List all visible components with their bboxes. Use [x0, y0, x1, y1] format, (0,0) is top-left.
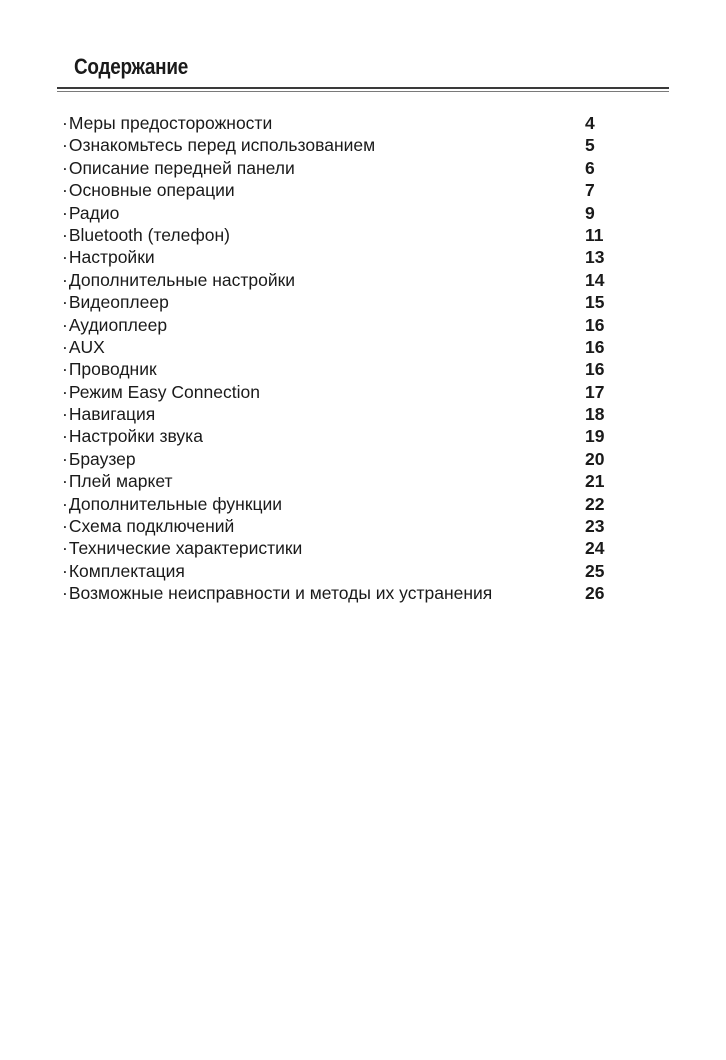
title-divider — [57, 87, 669, 89]
toc-item[interactable] — [62, 381, 622, 403]
toc-item[interactable] — [62, 403, 622, 425]
toc-item-title: · Видеоплеер — [62, 291, 169, 313]
toc-item[interactable] — [62, 246, 622, 268]
toc-item-page: 19 — [585, 426, 605, 447]
toc-item[interactable] — [62, 493, 622, 515]
toc-item[interactable] — [62, 448, 622, 470]
toc-item-page: 13 — [585, 247, 605, 268]
toc-item-page: 20 — [585, 448, 605, 469]
toc-item-page: 11 — [585, 224, 604, 245]
toc-item-title: · AUX — [62, 336, 105, 358]
toc-item-title: · Браузер — [62, 448, 136, 470]
toc-item-page: 16 — [585, 314, 605, 335]
toc-item[interactable] — [62, 202, 622, 224]
toc-item-title: · Меры предосторожности — [62, 112, 272, 134]
toc-item-page: 16 — [585, 336, 605, 357]
toc-item-page: 22 — [585, 493, 605, 514]
toc-item[interactable] — [62, 291, 622, 313]
toc-item-page: 16 — [585, 359, 605, 380]
toc-item-page: 23 — [585, 516, 605, 537]
toc-item-title: · Схема подключений — [62, 515, 234, 537]
toc-item-page: 25 — [585, 560, 605, 581]
toc-item-title: · Ознакомьтесь перед использованием — [62, 134, 375, 156]
toc-item[interactable] — [62, 224, 622, 246]
toc-item-title: · Настройки — [62, 246, 155, 268]
toc-item-page: 26 — [585, 583, 605, 604]
table-of-contents — [62, 112, 622, 605]
toc-item[interactable] — [62, 269, 622, 291]
page-title: Содержание — [74, 54, 188, 79]
toc-item-page: 24 — [585, 538, 605, 559]
toc-item-page: 7 — [585, 180, 595, 201]
toc-item-title: · Настройки звука — [62, 425, 203, 447]
toc-item[interactable] — [62, 358, 622, 380]
toc-item-page: 9 — [585, 202, 595, 223]
toc-item[interactable] — [62, 179, 622, 201]
toc-item-title: · Основные операции — [62, 179, 235, 201]
toc-item-page: 6 — [585, 157, 595, 178]
toc-item[interactable] — [62, 157, 622, 179]
toc-item-page: 17 — [585, 381, 605, 402]
toc-item[interactable] — [62, 425, 622, 447]
toc-item-page: 21 — [585, 471, 605, 492]
toc-item-title: · Возможные неисправности и методы их устранения — [62, 582, 492, 604]
toc-item-title: · Bluetooth (телефон) — [62, 224, 230, 246]
toc-item-page: 18 — [585, 404, 605, 425]
title-divider-thin — [57, 91, 669, 92]
toc-item[interactable] — [62, 336, 622, 358]
toc-item-title: · Описание передней панели — [62, 157, 295, 179]
toc-item[interactable] — [62, 470, 622, 492]
toc-item-title: · Проводник — [62, 358, 157, 380]
toc-item-page: 4 — [585, 113, 595, 133]
toc-item-page: 15 — [585, 292, 605, 313]
toc-item-title: · Комплектация — [62, 560, 185, 582]
toc-item-title: · Технические характеристики — [62, 537, 302, 559]
toc-item[interactable] — [62, 560, 622, 582]
toc-item-title: · Радио — [62, 202, 119, 224]
toc-item-title: · Дополнительные настройки — [62, 269, 295, 291]
toc-item[interactable] — [62, 134, 622, 156]
toc-item-title: · Режим Easy Connection — [62, 381, 260, 403]
toc-item[interactable] — [62, 314, 622, 336]
toc-item[interactable] — [62, 582, 622, 604]
toc-item[interactable] — [62, 515, 622, 537]
toc-item-page: 5 — [585, 135, 595, 156]
toc-item-page: 14 — [585, 269, 605, 290]
toc-item-title: · Дополнительные функции — [62, 493, 282, 515]
toc-item-title: · Навигация — [62, 403, 155, 425]
toc-item-title: · Аудиоплеер — [62, 314, 167, 336]
toc-item[interactable] — [62, 537, 622, 559]
toc-item-title: · Плей маркет — [62, 470, 173, 492]
toc-item[interactable] — [62, 112, 622, 134]
